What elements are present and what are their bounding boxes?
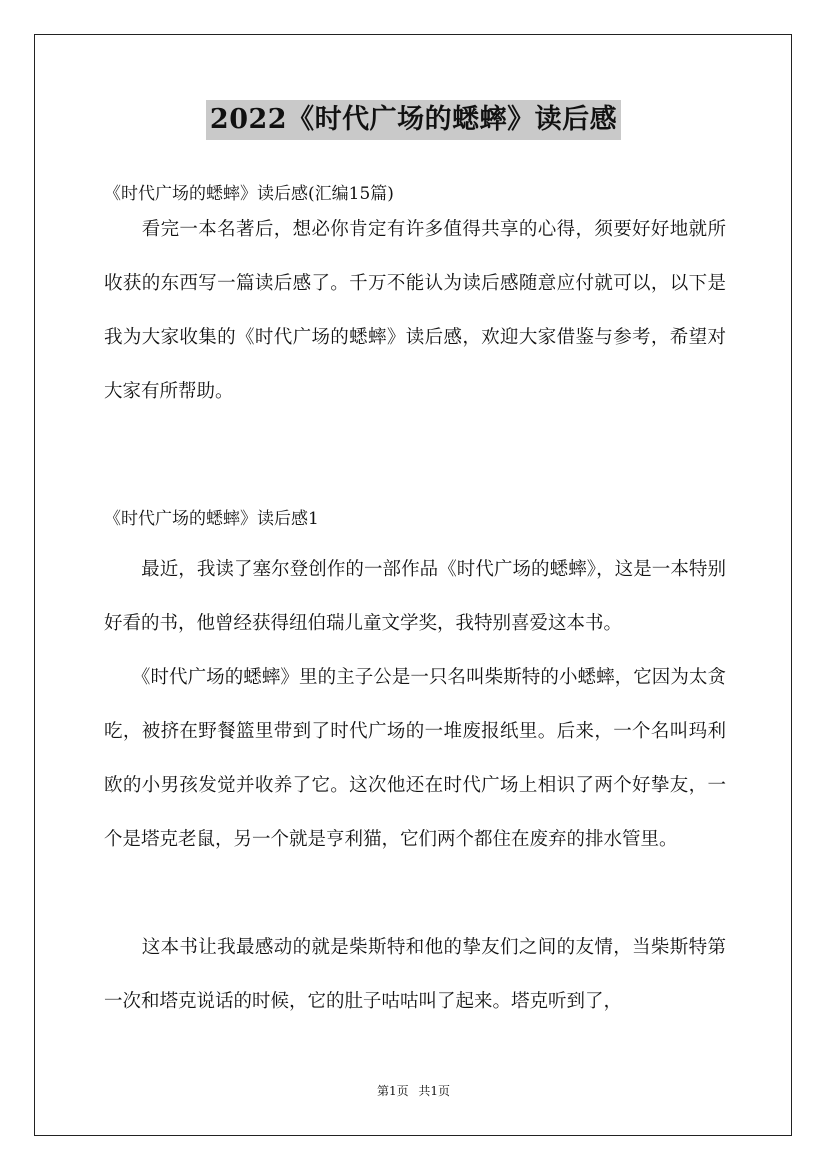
document-subtitle: 《时代广场的蟋蟀》读后感(汇编15篇) [104, 184, 394, 204]
page-total: 共1页 [418, 1084, 451, 1098]
document-title: 2022《时代广场的蟋蟀》读后感 [206, 100, 621, 140]
body-paragraph-1: 最近，我读了塞尔登创作的一部作品《时代广场的蟋蟀》，这是一本特别好看的书，他曾经获得纽伯瑞儿童文学奖，我特别喜爱这本书。 [104, 559, 726, 634]
intro-paragraph: 看完一本名著后，想必你肯定有许多值得共享的心得，须要好好地就所收获的东西写一篇读后感了。千万不能认为读后感随意应付就可以，以下是我为大家收集的《时代广场的蟋蟀》读后感，欢迎大家借鉴与参考，希望对大家有所帮助。 [104, 219, 726, 402]
body-paragraph-3: 这本书让我最感动的就是柴斯特和他的挚友们之间的友情，当柴斯特第一次和塔克说话的时候，它的肚子咕咕叫了起来。塔克听到了， [104, 937, 726, 1012]
body-paragraph-2: 《时代广场的蟋蟀》里的主子公是一只名叫柴斯特的小蟋蟀，它因为太贪吃，被挤在野餐篮里带到了时代广场的一堆废报纸里。后来，一个名叫玛利欧的小男孩发觉并收养了它。这次他还在时代广场上相识了两个好挚友，一个是塔克老鼠，另一个就是亨利猫，它们两个都住在废弃的排水管里。 [104, 667, 726, 850]
section-heading: 《时代广场的蟋蟀》读后感1 [104, 509, 319, 529]
title-container [0, 100, 827, 140]
page-number: 第1页 [376, 1084, 409, 1098]
page-footer [0, 1082, 827, 1099]
